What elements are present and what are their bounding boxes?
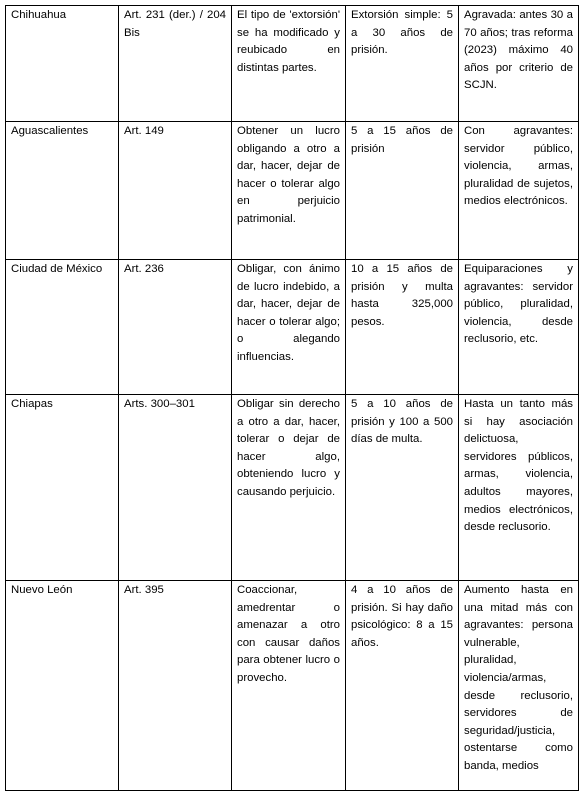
state-cell: Ciudad de México: [6, 260, 119, 394]
penalty-cell: 4 a 10 años de prisión. Si hay daño psicológico: 8 a 15 años.: [346, 581, 459, 790]
conduct-cell: El tipo de 'extorsión' se ha modificado y reubicado en distintas partes.: [232, 6, 346, 121]
conduct-cell: Obligar sin derecho a otro a dar, hacer, tolerar o dejar de hacer algo, obteniendo lucro y causando perjuicio.: [232, 395, 346, 580]
state-cell: Aguascalientes: [6, 122, 119, 259]
comparison-table: [5, 5, 579, 791]
article-cell: Art. 236: [119, 260, 232, 394]
aggravating-cell: Equiparaciones y agravantes: servidor público, pluralidad, violencia, desde reclusorio, etc.: [464, 263, 573, 346]
aggravating-cell: Agravada: antes 30 a 70 años; tras reforma (2023) máximo 40 años por criterio de SCJN.: [464, 9, 573, 92]
penalty-cell: 5 a 15 años de prisión: [346, 122, 459, 259]
table-row: [6, 395, 578, 581]
article-cell: Art. 395: [119, 581, 232, 790]
conduct-cell: Coaccionar, amedrentar o amenazar a otro con causar daños para obtener lucro o provecho.: [232, 581, 346, 790]
table-row: [6, 581, 578, 790]
state-cell: Chihuahua: [6, 6, 119, 121]
aggravating-cell: Aumento hasta en una mitad más con agravantes: persona vulnerable, pluralidad, violencia/armas, desde reclusorio, servidores de seguridad/justicia, ostentarse como banda, medios: [464, 584, 573, 772]
penalty-cell: Extorsión simple: 5 a 30 años de prisión.: [346, 6, 459, 121]
article-cell: Art. 231 (der.) / 204 Bis: [119, 6, 232, 121]
penalty-cell: 10 a 15 años de prisión y multa hasta 325,000 pesos.: [346, 260, 459, 394]
table-row: [6, 6, 578, 122]
state-cell: Chiapas: [6, 395, 119, 580]
table-row: [6, 260, 578, 395]
state-cell: Nuevo León: [6, 581, 119, 790]
article-cell: Art. 149: [119, 122, 232, 259]
aggravating-cell: Con agravantes: servidor público, violencia, armas, pluralidad de sujetos, medios electrónicos.: [464, 125, 573, 208]
table-row: [6, 122, 578, 260]
aggravating-cell: Hasta un tanto más si hay asociación delictuosa, servidores públicos, armas, violencia, adultos mayores, medios electrónicos, desde reclusorio.: [464, 398, 573, 534]
conduct-cell: Obligar, con ánimo de lucro indebido, a dar, hacer, dejar de hacer o tolerar algo; o alegando influencias.: [232, 260, 346, 394]
article-cell: Arts. 300–301: [119, 395, 232, 580]
penalty-cell: 5 a 10 años de prisión y 100 a 500 días de multa.: [346, 395, 459, 580]
conduct-cell: Obtener un lucro obligando a otro a dar, hacer, dejar de hacer o tolerar algo en perjuicio patrimonial.: [232, 122, 346, 259]
